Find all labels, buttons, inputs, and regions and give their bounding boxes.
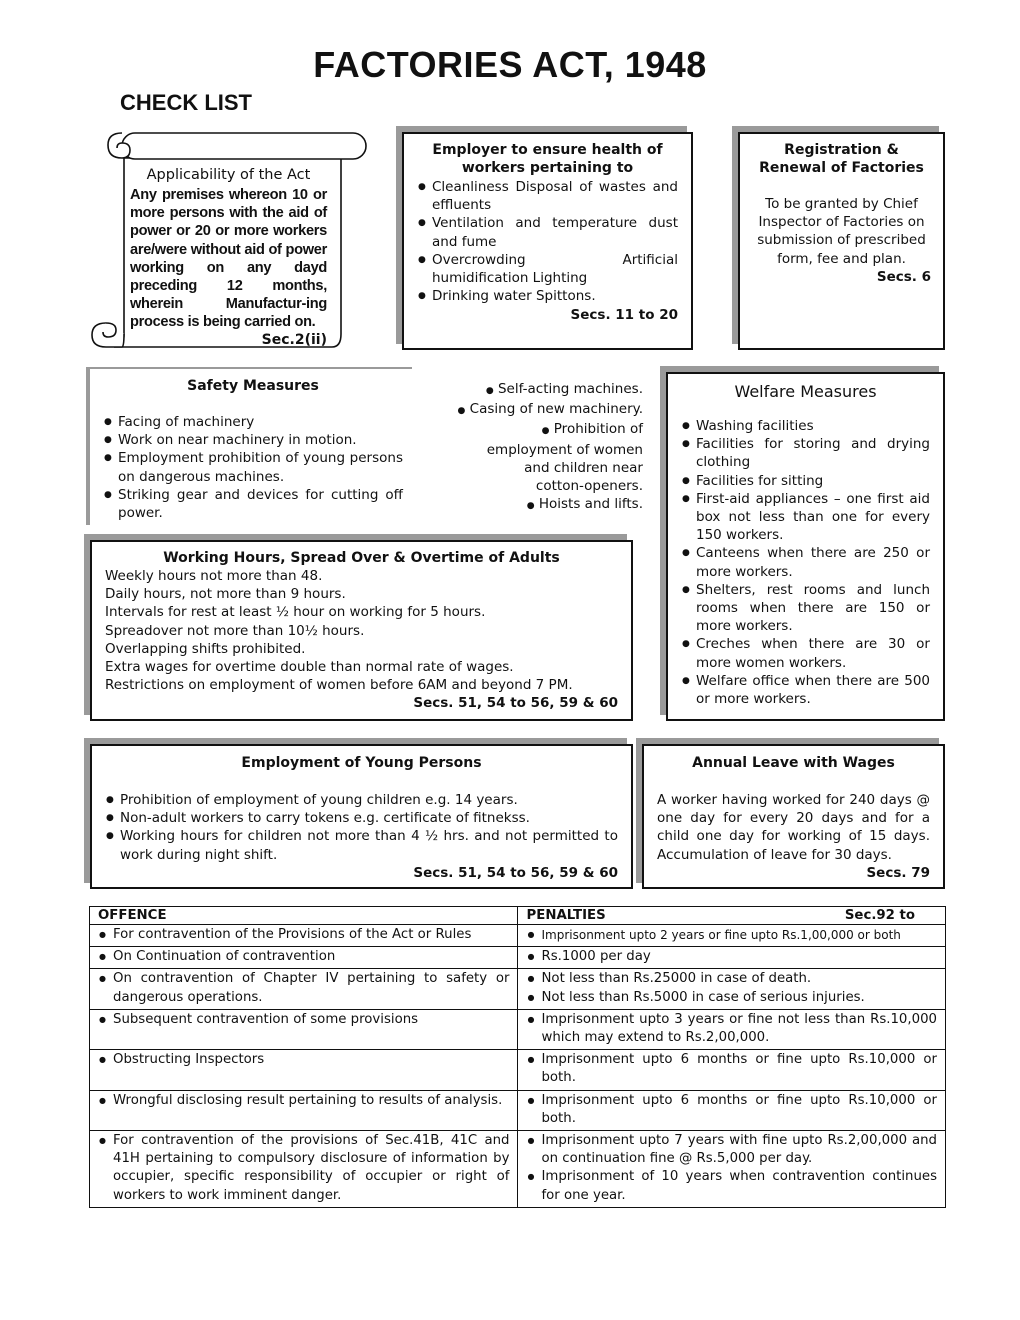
applicability-card [130, 166, 327, 348]
penalties-table [89, 906, 946, 1208]
list-item: ● Welfare office when there are 500 or more workers. [681, 672, 930, 708]
offence-cell: ● On contravention of Chapter IV pertaining to safety or dangerous operations. [98, 970, 509, 1006]
applicability-ref: Sec.2(ii) [261, 331, 327, 348]
table-row [90, 925, 946, 947]
list-item: ● Working hours for children not more than 4 ½ hrs. and not permitted to work during night shift. [105, 827, 618, 863]
working-hours-line: Overlapping shifts prohibited. [105, 640, 306, 657]
penalty-cell: ● Not less than Rs.5000 in case of serious injuries. [526, 989, 937, 1007]
table-header [90, 907, 946, 925]
table-row [90, 1050, 946, 1090]
health-card [402, 132, 693, 350]
penalty-cell: ● Not less than Rs.25000 in case of death. [526, 970, 937, 988]
young-persons-ref: Secs. 51, 54 to 56, 59 & 60 [413, 864, 618, 881]
list-item: ● Prohibition of employment of women and children near cotton-openers. [486, 421, 643, 495]
penalty-cell: ● Imprisonment upto 6 months or fine upto Rs.10,000 or both. [526, 1051, 937, 1087]
table-row [90, 1009, 946, 1049]
table-row [90, 1090, 946, 1130]
working-hours-line: Intervals for rest at least ½ hour on working for 5 hours. [105, 604, 486, 621]
list-item: ● Drinking water Spittons. [417, 287, 678, 305]
offence-cell: ● On Continuation of contravention [98, 948, 509, 966]
list-item: ● Canteens when there are 250 or more workers. [681, 544, 930, 580]
working-hours-line: Daily hours, not more than 9 hours. [105, 586, 346, 603]
welfare-title: Welfare Measures [734, 382, 877, 401]
working-hours-line: Weekly hours not more than 48. [105, 568, 323, 584]
annual-leave-title: Annual Leave with Wages [692, 755, 895, 771]
annual-leave-ref: Secs. 79 [866, 864, 930, 881]
health-title: Employer to ensure health of workers pertaining to [432, 142, 663, 176]
list-item: ● Non-adult workers to carry tokens e.g. certificate of fitnekss. [105, 809, 618, 827]
applicability-title: Applicability of the Act [146, 167, 311, 183]
list-item: ● Striking gear and devices for cutting off power. [103, 486, 403, 522]
young-persons-title: Employment of Young Persons [241, 755, 482, 771]
health-ref: Secs. 11 to 20 [570, 307, 678, 324]
offence-cell: ● Wrongful disclosing result pertaining to results of analysis. [98, 1092, 509, 1110]
safety-list-right [432, 380, 643, 515]
registration-text: To be granted by Chief Inspector of Factories on submission of prescribed form, fee and plan. [757, 196, 926, 267]
penalties-header: PENALTIES Sec.92 to [518, 907, 946, 925]
page-title: FACTORIES ACT, 1948 [313, 44, 707, 85]
list-item: ● Self-acting machines. [485, 381, 643, 397]
young-persons-list [105, 791, 618, 864]
list-item: ● First-aid appliances – one first aid box not less than one for every 150 workers. [681, 490, 930, 545]
list-item: ● Prohibition of employment of young children e.g. 14 years. [105, 791, 618, 809]
registration-title: Registration & Renewal of Factories [759, 142, 924, 176]
annual-leave-card [642, 744, 945, 889]
registration-card [738, 132, 945, 350]
health-list [417, 178, 678, 305]
section-ref-header: Sec.92 to [844, 908, 915, 923]
safety-card [103, 377, 403, 522]
working-hours-ref: Secs. 51, 54 to 56, 59 & 60 [413, 695, 618, 712]
penalty-cell: ● Imprisonment upto 6 months or fine upto Rs.10,000 or both. [526, 1092, 937, 1128]
working-hours-title: Working Hours, Spread Over & Overtime of Adults [163, 550, 560, 566]
penalty-cell: ● Imprisonment upto 2 years or fine upto Rs.1,00,000 or both [526, 926, 937, 944]
list-item: ● Facing of machinery [103, 413, 403, 431]
list-item: ● Work on near machinery in motion. [103, 431, 403, 449]
welfare-list [681, 417, 930, 708]
offence-header: OFFENCE [90, 907, 518, 925]
list-item: ● Ventilation and temperature dust and fume [417, 214, 678, 250]
working-hours-line: Restrictions on employment of women before 6AM and beyond 7 PM. [105, 677, 573, 694]
working-hours-card [90, 540, 633, 721]
penalty-cell: ● Rs.1000 per day [526, 948, 937, 966]
offence-cell: ● Subsequent contravention of some provisions [98, 1011, 509, 1029]
working-hours-line: Spreadover not more than 10½ hours. [105, 622, 365, 639]
penalty-cell: ● Imprisonment upto 3 years or fine not less than Rs.10,000 which may extend to Rs.2,00,000. [526, 1011, 937, 1047]
working-hours-line: Extra wages for overtime double than normal rate of wages. [105, 659, 514, 676]
applicability-text: Any premises whereon 10 or more persons with the aid of power or 20 or more workers are/were without aid of power working on any dayd preceding 12 months, wherein Manufactur-ing process is being carried on. [130, 187, 327, 331]
annual-leave-text: A worker having worked for 240 days @ one day for every 20 days and for a child one day for working of 15 days. Accumulation of leave for 30 days. [657, 792, 930, 863]
table-row [90, 1131, 946, 1208]
offence-cell: ● Obstructing Inspectors [98, 1051, 509, 1069]
young-persons-card [90, 744, 633, 889]
list-item: ● Employment prohibition of young persons on dangerous machines. [103, 449, 403, 485]
list-item: ● Overcrowding Artificial humidification Lighting [417, 251, 678, 287]
list-item: ● Facilities for sitting [681, 472, 930, 490]
list-item: ● Casing of new machinery. [457, 401, 643, 418]
offence-cell: ● For contravention of the provisions of Sec.41B, 41C and 41H pertaining to compulsory disclosure of information by occupier, specific responsibility of occupier or right of workers to work imminent danger. [98, 1132, 509, 1205]
registration-ref: Secs. 6 [876, 268, 931, 285]
penalty-cell: ● Imprisonment of 10 years when contravention continues for one year. [526, 1168, 937, 1204]
page-subtitle: CHECK LIST [120, 90, 252, 115]
list-item: ● Washing facilities [681, 417, 930, 435]
list-item: ● Cleanliness Disposal of wastes and effluents [417, 178, 678, 214]
table-row [90, 969, 946, 1009]
table-row [90, 947, 946, 969]
list-item: ● Hoists and lifts. [526, 496, 643, 513]
list-item: ● Shelters, rest rooms and lunch rooms when there are 150 or more workers. [681, 581, 930, 636]
welfare-card [666, 372, 945, 721]
list-item: ● Facilities for storing and drying clothing [681, 435, 930, 471]
safety-list [103, 413, 403, 522]
offence-cell: ● For contravention of the Provisions of the Act or Rules [98, 926, 509, 944]
list-item: ● Creches when there are 30 or more women workers. [681, 635, 930, 671]
penalty-cell: ● Imprisonment upto 7 years with fine upto Rs.2,00,000 and on continuation fine @ Rs.5,000 per day. [526, 1132, 937, 1168]
safety-title: Safety Measures [187, 378, 319, 394]
